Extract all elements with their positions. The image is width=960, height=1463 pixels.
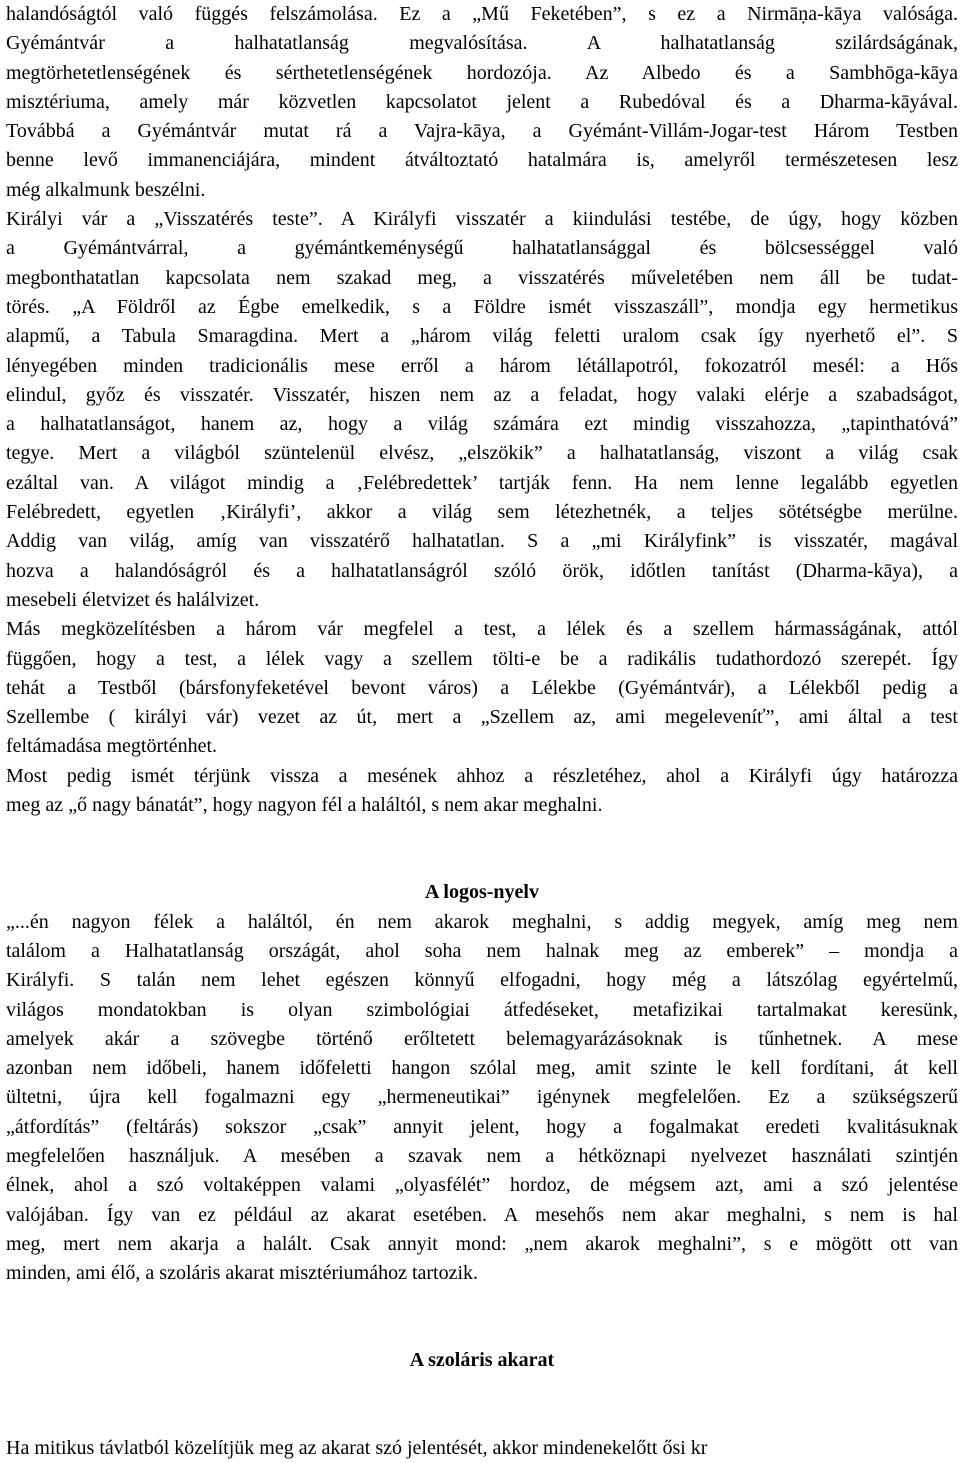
text-line: mesebeli életvizet és halálvizet. bbox=[6, 588, 260, 611]
text-line: misztériuma, amely már közvetlen kapcsolatot jelent a Rubedóval és a Dharma-kāyával. bbox=[6, 90, 958, 113]
section-spacer bbox=[6, 1376, 958, 1434]
text-line: Továbbá a Gyémántvár mutat rá a Vajra-kāya, a Gyémánt-Villám-Jogar-test Három Testben bbox=[6, 120, 958, 143]
text-line: amelyek akár a szövegbe történő erőltetett belemagyarázásoknak is tűnhetnek. A mese bbox=[6, 1027, 958, 1050]
section-spacer bbox=[6, 1288, 958, 1346]
text-line: tehát a Testből (bársfonyfeketével bevont város) a Lélekbe (Gyémántvár), a Lélekből pedig a bbox=[6, 676, 958, 699]
text-line: Most pedig ismét térjünk vissza a mesének ahhoz a részletéhez, ahol a Királyfi úgy határozza bbox=[6, 764, 958, 787]
text-line: függően, hogy a test, a lélek vagy a szellem tölti-e be a radikális tudathordozó szerepét. Így bbox=[6, 647, 958, 670]
text-line: ültetni, újra kell fogalmazni egy „hermeneutikai” igénynek megfelelően. Ez a szükségszerű bbox=[6, 1086, 958, 1109]
text-line: alapmű, a Tabula Smaragdina. Mert a „három világ feletti uralom csak így nyerhető el”. S bbox=[6, 325, 958, 348]
section-heading-logos-nyelv: A logos-nyelv bbox=[425, 881, 539, 904]
text-line: meg az „ő nagy bánatát”, hogy nagyon fél a haláltól, s nem akar meghalni. bbox=[6, 794, 603, 817]
text-line: élnek, ahol a szó voltaképpen valami „olyasfélét” hordoz, de mégsem azt, ami a szó jelentése bbox=[6, 1174, 958, 1197]
text-line: Királyfi. S talán nem lehet egészen könnyű elfogadni, hogy még a látszólag egyértelmű, bbox=[6, 969, 958, 992]
text-line: Gyémántvár a halhatatlanság megvalósítása. A halhatatlanság szilárdságának, bbox=[6, 32, 958, 55]
section-spacer bbox=[6, 820, 958, 878]
text-line: elindul, győz és visszatér. Visszatér, hiszen nem az a feladat, hogy valaki elérje a szabadságot, bbox=[6, 383, 958, 406]
text-line: „átfordítás” (feltárás) sokszor „csak” annyit jelent, hogy a fogalmakat eredeti kvalitásuknak bbox=[6, 1115, 958, 1138]
paragraph-logos-nyelv bbox=[6, 908, 958, 1289]
text-line: megbonthatatlan kapcsolata nem szakad meg, a visszatérés műveletében nem áll be tudat- bbox=[6, 266, 958, 289]
text-line: feltámadása megtörténhet. bbox=[6, 735, 218, 758]
section-heading-szolaris-akarat: A szoláris akarat bbox=[409, 1349, 555, 1372]
text-line: még alkalmunk beszélni. bbox=[6, 178, 206, 201]
text-line: valójában. Így van ez például az akarat esetében. A mesehős nem akar meghalni, s nem is hal bbox=[6, 1203, 958, 1226]
text-line: Felébredett, egyetlen ‚Királyfi’, akkor a világ sem létezhetnék, a teljes sötétségbe merülne. bbox=[6, 501, 958, 524]
text-line: megfelelően használjuk. A mesében a szavak nem a hétköznapi nyelvezet használati szintjén bbox=[6, 1144, 958, 1167]
text-line: benne levő immanenciájára, mindent átváltoztató hatalmára is, amelyről természetesen lesz bbox=[6, 149, 958, 172]
text-line: „...én nagyon félek a haláltól, én nem akarok meghalni, s addig megyek, amíg meg nem bbox=[6, 910, 958, 933]
paragraph-nirmana-kaya bbox=[6, 0, 958, 205]
text-line: törés. „A Földről az Égbe emelkedik, s a Földre ismét visszaszáll”, mondja egy hermetikus bbox=[6, 295, 958, 318]
text-line: lényegében minden tradicionális mese erről a három létállapotról, fokozatról mesél: a Hős bbox=[6, 354, 958, 377]
text-line: halandóságtól való függés felszámolása. Ez a „Mű Feketében”, s ez a Nirmāṇa-kāya valósága. bbox=[6, 3, 958, 25]
text-line: Királyi vár a „Visszatérés teste”. A Királyfi visszatér a kiindulási testébe, de úgy, hogy közben bbox=[6, 208, 958, 231]
text-line: azonban nem időbeli, hanem időfeletti hangon szólal meg, amit szinte le kell fordítani, át kell bbox=[6, 1057, 958, 1080]
text-line: ezáltal van. A világot mindig a ‚Felébredettek’ tartják fenn. Ha nem lenne legalább egyetlen bbox=[6, 471, 958, 494]
text-line: Addig van világ, amíg van visszatérő halhatatlan. S a „mi Királyfink” is visszatér, magával bbox=[6, 530, 958, 553]
text-line: tegye. Mert a világból szüntelenül elvész, „elszökik” a halhatatlanság, viszont a világ csak bbox=[6, 442, 958, 465]
text-line: találom a Halhatatlanság országát, ahol soha nem halnak meg az emberek” – mondja a bbox=[6, 939, 958, 962]
text-line: Szellembe ( királyi vár) vezet az út, mert a „Szellem az, ami megeleveníť”, ami által a test bbox=[6, 706, 958, 729]
text-line: minden, ami élő, a szoláris akarat misztériumához tartozik. bbox=[6, 1262, 479, 1285]
paragraph-vissza-a-meseher bbox=[6, 762, 958, 821]
text-line: Más megközelítésben a három vár megfelel a test, a lélek és a szellem hármasságának, attól bbox=[6, 618, 958, 641]
paragraph-szolaris-akarat bbox=[6, 1434, 958, 1463]
text-line: a halhatatlanságot, hanem az, hogy a világ számára ezt mindig visszahozza, „tapinthatóvá” bbox=[6, 413, 958, 436]
document-page bbox=[6, 0, 958, 1459]
text-line: a Gyémántvárral, a gyémántkeménységű halhatatlansággal és bölcsességgel való bbox=[6, 237, 958, 260]
paragraph-kiralyi-var bbox=[6, 205, 958, 615]
text-line: világos mondatokban is olyan szimbológiai átfedéseket, metafizikai tartalmakat keresünk, bbox=[6, 998, 958, 1021]
text-line: hozva a halandóságról és a halhatatlanságról szóló örök, időtlen tanítást (Dharma-kāya), a bbox=[6, 559, 958, 582]
text-line: meg, mert nem akarja a halált. Csak annyit mond: „nem akarok meghalni”, s e mögött ott van bbox=[6, 1232, 958, 1255]
paragraph-harom-var bbox=[6, 615, 958, 761]
text-line: megtörhetetlenségének és sérthetetlenségének hordozója. Az Albedo és a Sambhōga-kāya bbox=[6, 61, 958, 84]
text-line: Ha mitikus távlatból közelítjük meg az akarat szó jelentését, akkor mindenekelőtt ősi kr bbox=[6, 1436, 708, 1459]
